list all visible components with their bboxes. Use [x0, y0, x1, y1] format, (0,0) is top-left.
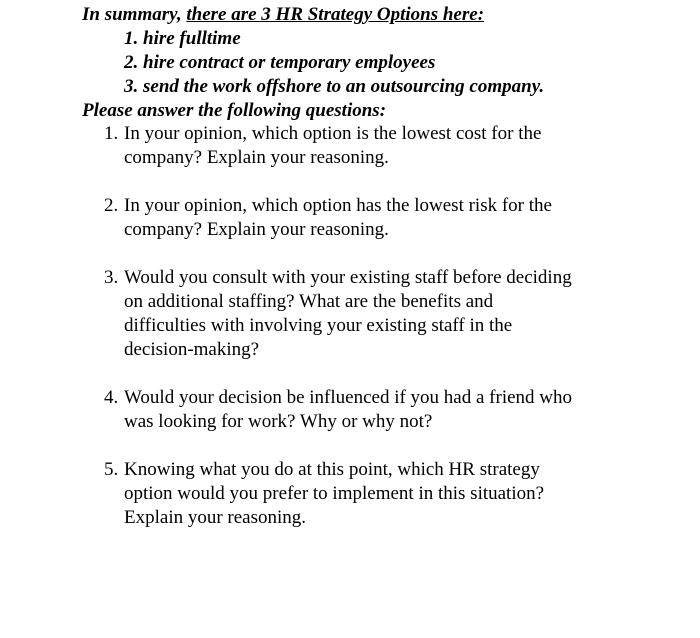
question-text: Would your decision be influenced if you had a friend who was looking for work? Why or why not?: [124, 387, 573, 432]
strategy-options-list: [124, 27, 544, 99]
questions-instruction: Please answer the following questions:: [82, 100, 387, 121]
question-text: Would you consult with your existing staff before deciding on additional staffing? What are the benefits and difficulties with involving your existing staff in the decision-making?: [124, 267, 572, 360]
strategy-option: 3. send the work offshore to an outsourcing company.: [124, 76, 545, 97]
question-item: [104, 194, 624, 242]
question-number: 2.: [104, 195, 119, 216]
summary-prefix: In summary,: [82, 4, 187, 25]
question-text: In your opinion, which option is the lowest cost for the company? Explain your reasoning.: [124, 123, 542, 168]
question-text: In your opinion, which option has the lowest risk for the company? Explain your reasoning.: [124, 195, 552, 240]
question-number: 5.: [104, 459, 119, 480]
question-item: [104, 266, 624, 362]
question-number: 3.: [104, 267, 119, 288]
question-number: 4.: [104, 387, 119, 408]
question-item: [104, 122, 624, 170]
summary-heading: [82, 3, 484, 27]
strategy-option: 2. hire contract or temporary employees: [124, 52, 436, 73]
questions-list: [104, 122, 624, 554]
question-number: 1.: [104, 123, 119, 144]
question-item: [104, 458, 624, 530]
strategy-option: 1. hire fulltime: [124, 28, 241, 49]
question-text: Knowing what you do at this point, which HR strategy option would you prefer to implement in this situation? Explain your reasoning.: [124, 459, 545, 528]
question-item: [104, 386, 624, 434]
summary-underlined-text: there are 3 HR Strategy Options here:: [186, 4, 485, 25]
